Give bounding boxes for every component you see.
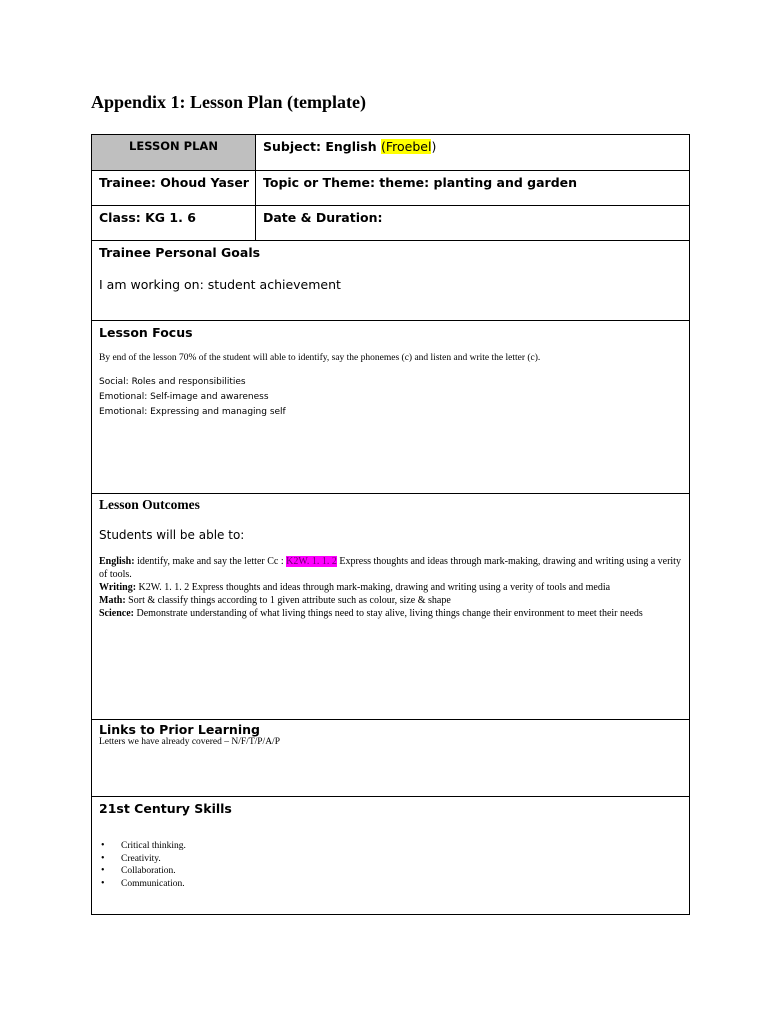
subject-highlight <box>381 139 431 154</box>
topic-cell <box>256 171 690 206</box>
english-text: identify, make and say the letter Cc : <box>134 556 287 567</box>
list-item: • Creativity. <box>92 853 689 866</box>
lesson-focus-cell <box>92 321 690 494</box>
skills-heading: 21st Century Skills <box>99 801 232 816</box>
skills-cell <box>92 797 690 915</box>
table-row <box>92 494 690 720</box>
writing-text: K2W. 1. 1. 2 Express thoughts and ideas through mark-making, drawing and writing using a verity of tools and media <box>136 582 611 593</box>
table-row <box>92 797 690 915</box>
table-row <box>92 321 690 494</box>
english-rest: Express thoughts and ideas through mark-making, drawing and writing using a verity of tools. <box>99 556 681 580</box>
table-row <box>92 720 690 797</box>
lesson-plan-table <box>91 134 690 915</box>
table-row <box>92 135 690 171</box>
lesson-plan-cell <box>92 135 256 171</box>
math-label: Math: <box>99 595 126 606</box>
subject-line <box>256 135 689 154</box>
lesson-focus-text: By end of the lesson 70% of the student will able to identify, say the phonemes (c) and listen and write the letter (c). <box>99 353 541 363</box>
english-code-highlight: K2W. 1. 1. 2 <box>286 556 337 567</box>
lesson-outcomes-cell <box>92 494 690 720</box>
date-cell <box>256 206 690 241</box>
lesson-outcomes-intro: Students will be able to: <box>99 528 245 542</box>
science-text: Demonstrate understanding of what living things need to stay alive, living things change their environment to meet their needs <box>134 608 643 619</box>
prior-learning-heading: Links to Prior Learning <box>99 722 260 737</box>
subject-cell <box>256 135 690 171</box>
outcome-writing <box>99 581 681 594</box>
prior-learning-text: Letters we have already covered – N/F/T/P/A/P <box>99 737 280 747</box>
focus-line-managing-self: Emotional: Expressing and managing self <box>99 407 286 417</box>
focus-line-self-image: Emotional: Self-image and awareness <box>99 392 269 402</box>
subject-froebel: Froebel <box>385 139 432 154</box>
outcome-english <box>99 555 681 581</box>
outcome-science <box>99 607 681 620</box>
lesson-plan-label: LESSON PLAN <box>129 139 218 153</box>
math-text: Sort & classify things according to 1 given attribute such as colour, size & shape <box>125 595 451 606</box>
lesson-focus-lines <box>92 363 689 420</box>
class-cell <box>92 206 256 241</box>
writing-label: Writing: <box>99 582 137 593</box>
list-item: • Critical thinking. <box>92 840 689 853</box>
table-row <box>92 171 690 206</box>
list-item: • Communication. <box>92 878 689 891</box>
list-item: • Collaboration. <box>92 865 689 878</box>
page-title: Appendix 1: Lesson Plan (template) <box>91 92 367 112</box>
subject-open-paren: ( <box>381 139 386 154</box>
outcome-math <box>99 594 681 607</box>
skills-list <box>92 816 689 890</box>
outcome-lines <box>92 542 689 620</box>
science-label: Science: <box>99 608 134 619</box>
table-row <box>92 206 690 241</box>
lesson-outcomes-heading: Lesson Outcomes <box>99 497 200 512</box>
trainee-cell <box>92 171 256 206</box>
topic-label: Topic or Theme: theme: planting and garden <box>263 175 578 190</box>
english-label: English: <box>99 556 135 567</box>
lesson-focus-heading: Lesson Focus <box>99 325 193 340</box>
subject-close-paren: ) <box>431 139 437 154</box>
focus-line-social: Social: Roles and responsibilities <box>99 377 246 387</box>
prior-learning-cell <box>92 720 690 797</box>
personal-goals-cell <box>92 241 690 321</box>
date-duration-label: Date & Duration: <box>263 210 383 225</box>
table-row <box>92 241 690 321</box>
subject-label: Subject: English <box>263 139 381 154</box>
class-label: Class: KG 1. 6 <box>99 210 196 225</box>
trainee-label: Trainee: Ohoud Yaser <box>99 175 249 190</box>
personal-goals-heading: Trainee Personal Goals <box>99 245 261 260</box>
personal-goals-text: I am working on: student achievement <box>99 277 341 292</box>
